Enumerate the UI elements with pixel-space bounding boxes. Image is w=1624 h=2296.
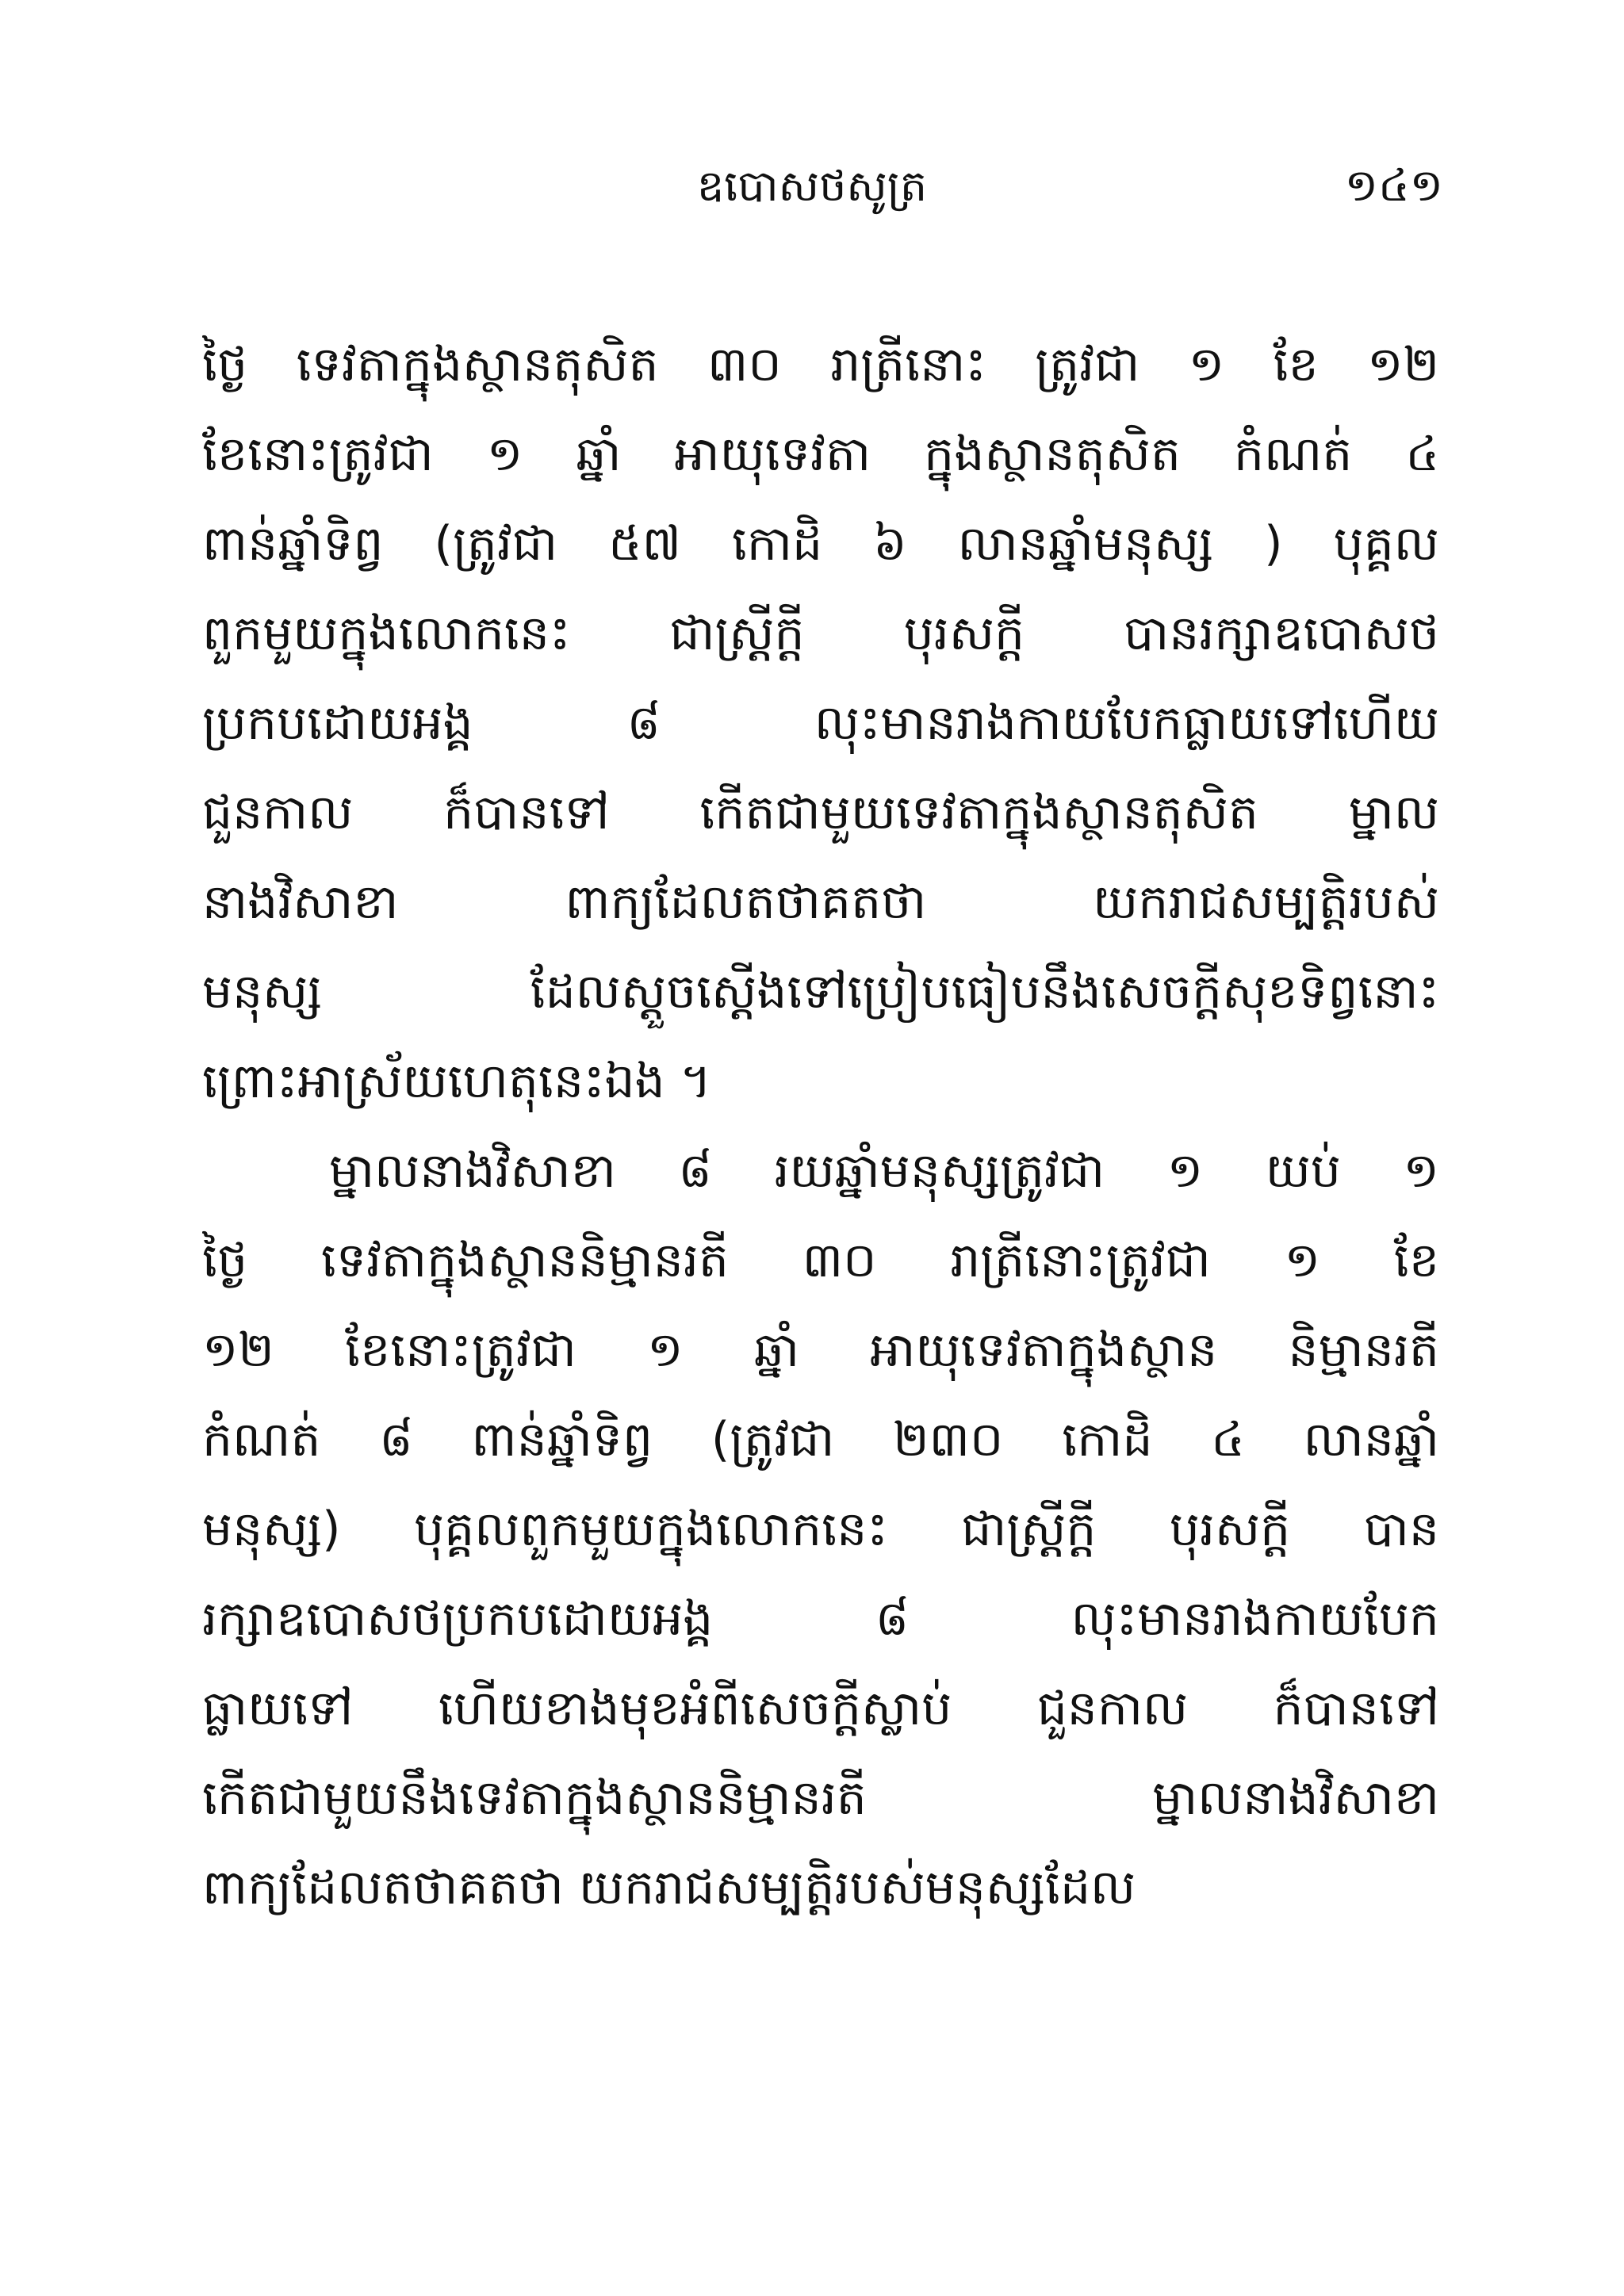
text-line: ប្រកបដោយអង្គ ៨ លុះមានរាងកាយបែកធ្លាយទៅហើយ — [202, 695, 1439, 751]
text-line: ថ្ងៃ ទេវតាក្នុងស្ថានតុសិត ៣០ រាត្រីនោះ ត្រូវជា ១ ខែ ១២ — [202, 337, 1439, 392]
text-line: ពួកមួយក្នុងលោកនេះ ជាស្ត្រីក្តី បុរសក្តី បានរក្សាឧបោសថ — [202, 606, 1439, 661]
text-line: ពាន់ឆ្នាំទិព្វ (ត្រូវជា ៥៧ កោដិ ៦ លានឆ្នាំមនុស្ស ) បុគ្គល — [202, 516, 1439, 572]
text-line: ធ្លាយទៅ ហើយខាងមុខអំពីសេចក្តីស្លាប់ ជួនកាល ក៏បានទៅ — [202, 1681, 1439, 1736]
text-line: រក្សាឧបោសថប្រកបដោយអង្គ ៨ លុះមានរាងកាយបែក — [202, 1591, 1439, 1647]
text-line: ជួនកាល ក៏បានទៅ កើតជាមួយទេវតាក្នុងស្ថានតុសិត ម្នាល — [202, 785, 1439, 840]
text-line: ខែនោះត្រូវជា ១ ឆ្នាំ អាយុទេវតា ក្នុងស្ថានតុសិត កំណត់ ៤ — [202, 427, 1439, 482]
page-number: ១៤១ — [1344, 160, 1443, 212]
paragraph-first-line: ម្នាលនាងវិសាខា ៨ រយឆ្នាំមនុស្សត្រូវជា ១ យប់ ១ — [329, 1143, 1439, 1199]
page-header — [0, 151, 1624, 222]
text-line: កើតជាមួយនឹងទេវតាក្នុងស្ថាននិម្មានរតី ម្នាលនាងវិសាខា — [202, 1770, 1439, 1826]
running-title: ឧបោសថសូត្រ — [696, 161, 928, 211]
text-line: មនុស្ស ដែលស្តួចស្តើងទៅប្រៀបធៀបនឹងសេចក្តីសុខទិព្វនោះ — [202, 964, 1439, 1020]
text-line: មនុស្ស) បុគ្គលពួកមួយក្នុងលោកនេះ ជាស្ត្រីក្តី បុរសក្តី បាន — [202, 1502, 1439, 1557]
text-line: ថ្ងៃ ទេវតាក្នុងស្ថាននិម្មានរតី ៣០ រាត្រីនោះត្រូវជា ១ ខែ — [202, 1233, 1439, 1288]
text-line: នាងវិសាខា ពាក្យដែលតថាគតថា យករាជសម្បត្តិរបស់ — [202, 874, 1439, 930]
text-line: កំណត់ ៨ ពាន់ឆ្នាំទិព្វ (ត្រូវជា ២៣០ កោដិ ៤ លានឆ្នាំ — [202, 1412, 1439, 1468]
text-line: ១២ ខែនោះត្រូវជា ១ ឆ្នាំ អាយុទេវតាក្នុងស្ថាន និម្មានរតី — [202, 1322, 1439, 1378]
text-line: ពាក្យដែលតថាគតថា យករាជសម្បត្តិរបស់មនុស្សដែល — [202, 1860, 1136, 1915]
text-line: ព្រោះអាស្រ័យហេតុនេះឯង ។ — [202, 1054, 712, 1109]
